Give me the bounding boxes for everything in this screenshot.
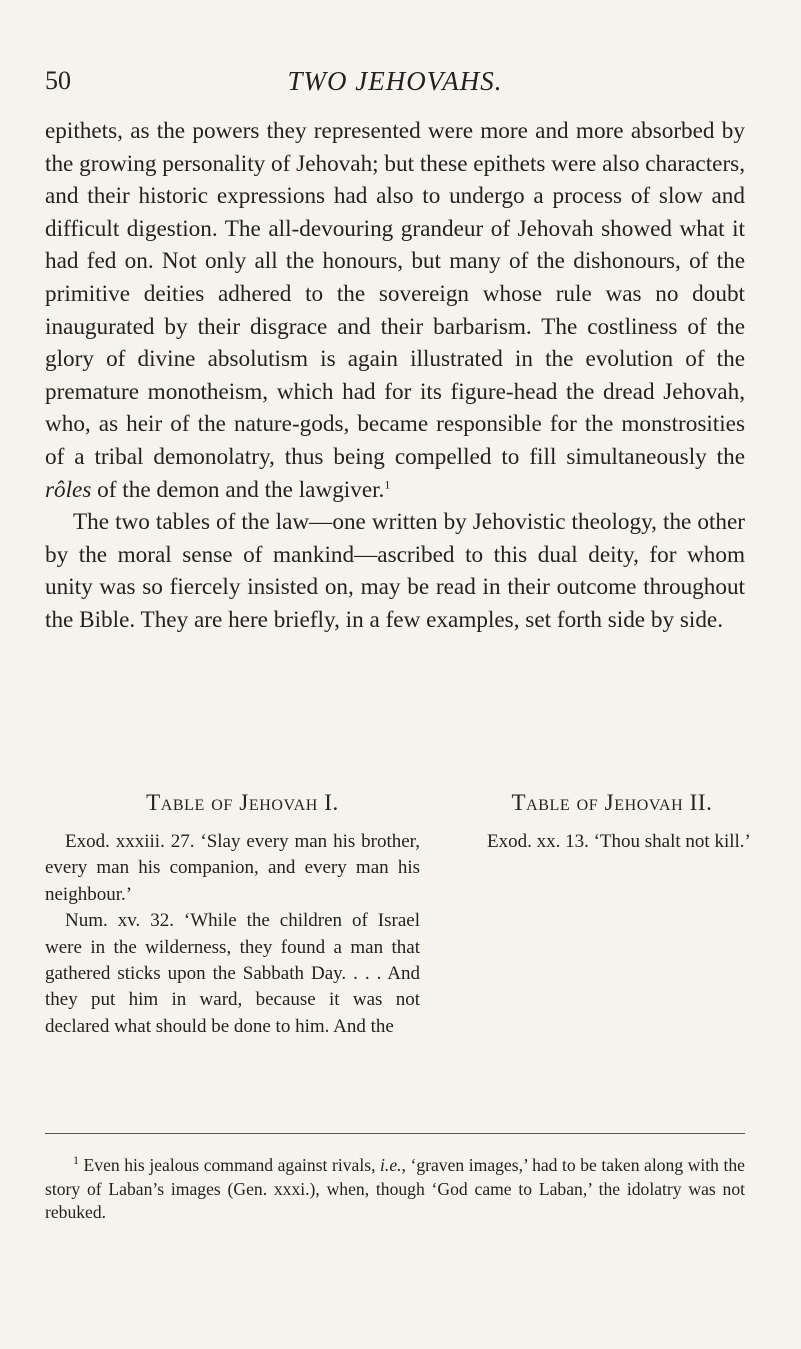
table-2-text	[467, 829, 757, 855]
paragraph-1	[45, 115, 745, 506]
paragraph-2: The two tables of the law—one written by Jehovistic theology, the other by the moral sense of mankind—ascribed to this dual deity, for whom unity was so fiercely insisted on, may be read in their outcome throughout the Bible. They are here briefly, in a few examples, set forth side by side.	[45, 509, 745, 633]
running-title: TWO JEHOVAHS.	[287, 66, 503, 96]
main-text	[45, 115, 745, 637]
italic-roles: rôles	[45, 476, 92, 503]
footnote-text-end: , ‘graven images,’ had to be taken along with the story of Laban’s images (Gen. xxxi.), when, though ‘God came to Laban,’ the idolatry was not rebuked.	[45, 1155, 745, 1223]
footnote-text-start: Even his jealous command against rivals,	[83, 1155, 376, 1175]
table-2-entry-1: Exod. xx. 13. ‘Thou shalt not kill.’	[487, 831, 751, 852]
table-1-text	[45, 829, 420, 1040]
table-2-heading: Table of Jehovah II.	[511, 790, 713, 815]
page-header	[45, 66, 745, 100]
footnote-rule	[45, 1133, 745, 1134]
footnote	[45, 1154, 745, 1225]
table-1-heading: Table of Jehovah I.	[146, 790, 339, 815]
footnote-italic: i.e.	[380, 1155, 402, 1175]
footnote-reference: 1	[384, 476, 391, 491]
paragraph-1-end: of the demon and the lawgiver.	[97, 476, 385, 503]
footnote-marker: 1	[73, 1153, 79, 1168]
table-jehovah-1	[45, 790, 420, 1040]
table-1-entry-1: Exod. xxxiii. 27. ‘Slay every man his brother, every man his companion, and every man his neighbour.’	[45, 831, 420, 905]
page-number: 50	[45, 66, 71, 95]
table-jehovah-2	[467, 790, 757, 855]
paragraph-1-text: epithets, as the powers they represented were more and more absorbed by the growing personality of Jehovah; but these epithets were also characters, and their historic expressions had also to undergo a process of slow and difficult digestion. The all-devouring grandeur of Jehovah showed what it had fed on. Not only all the honours, but many of the dishonours, of the primitive deities adhered to the sovereign whose rule was no doubt inaugurated by their disgrace and their barbarism. The costliness of the glory of divine absolutism is again illustrated in the evolution of the premature monotheism, which had for its figure-head the dread Jehovah, who, as heir of the nature-gods, became responsible for the monstrosities of a tribal demonolatry, thus being compelled to fill simultaneously the	[45, 118, 745, 470]
footnote-text	[45, 1154, 745, 1225]
table-1-entry-2: Num. xv. 32. ‘While the children of Israel were in the wilderness, they found a man that gathered sticks upon the Sabbath Day. . . . And they put him in ward, because it was not declared what should be done to him. And the	[45, 910, 420, 1037]
